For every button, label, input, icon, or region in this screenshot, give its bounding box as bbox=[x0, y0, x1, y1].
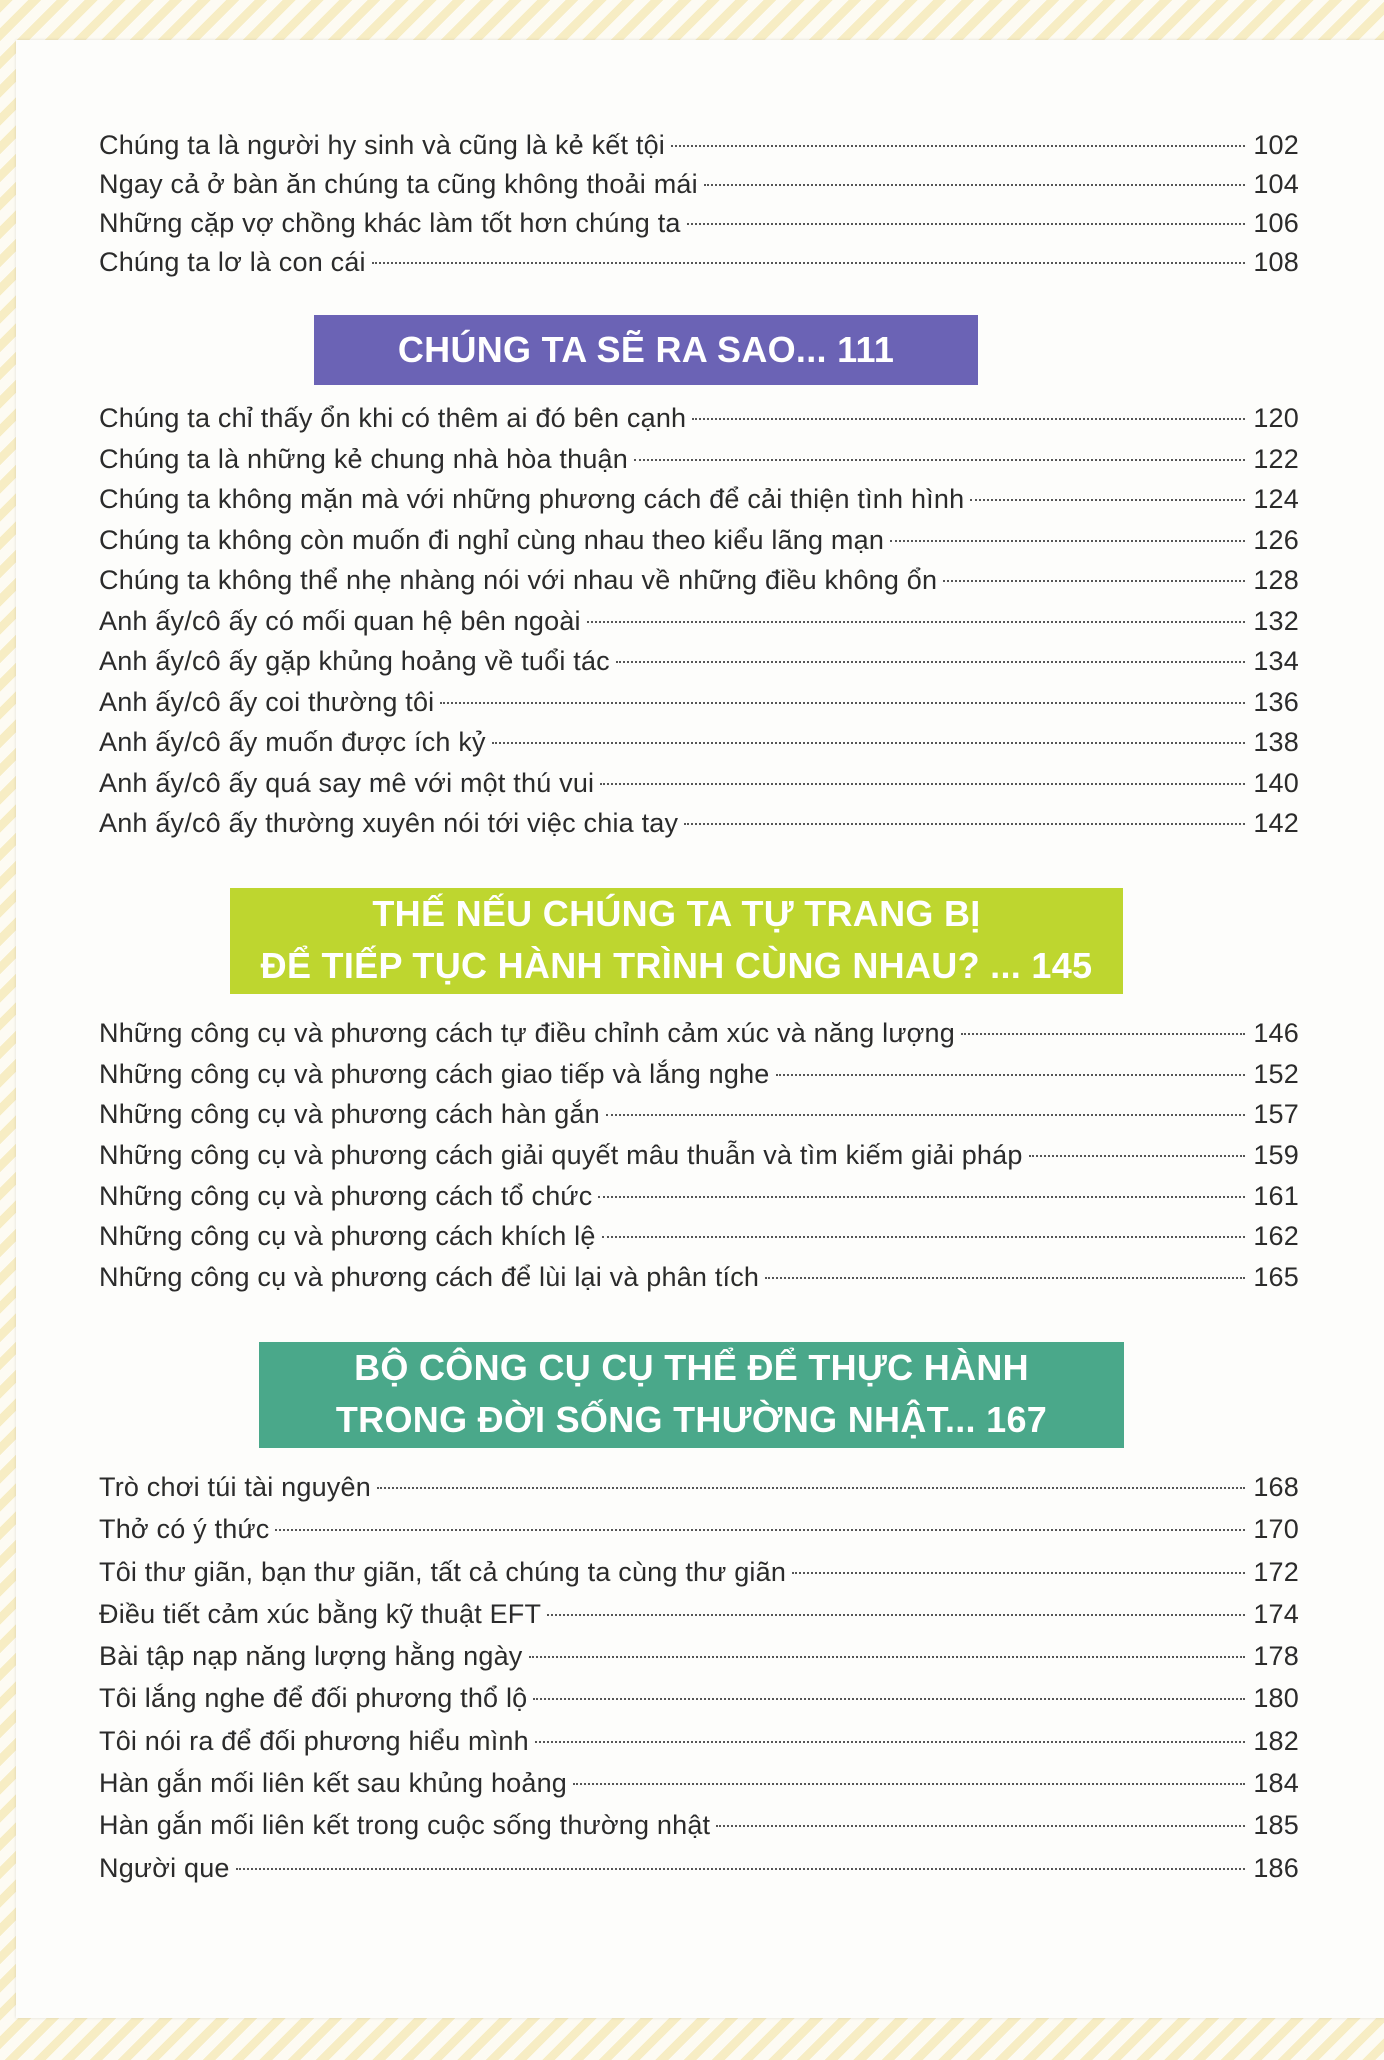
toc-list-1 bbox=[99, 398, 1299, 844]
toc-entry bbox=[99, 1677, 1299, 1719]
toc-entry-title: Điều tiết cảm xúc bằng kỹ thuật EFT bbox=[99, 1598, 542, 1629]
dot-leader bbox=[616, 661, 1245, 663]
toc-entry-title: Chúng ta chỉ thấy ổn khi có thêm ai đó bên cạnh bbox=[99, 403, 687, 433]
toc-entry-title: Bài tập nạp năng lượng hằng ngày bbox=[99, 1641, 523, 1672]
toc-entry-page-number: 108 bbox=[1253, 247, 1299, 277]
section-heading-1 bbox=[314, 315, 978, 385]
toc-entry-title: Chúng ta không mặn mà với những phương cách để cải thiện tình hình bbox=[99, 484, 965, 514]
toc-entry-page-number: 182 bbox=[1253, 1725, 1299, 1756]
toc-entry-title: Chúng ta lơ là con cái bbox=[99, 247, 366, 277]
toc-entry-title: Anh ấy/cô ấy có mối quan hệ bên ngoài bbox=[99, 605, 581, 636]
dot-leader bbox=[687, 223, 1245, 225]
toc-entry-page-number: 162 bbox=[1253, 1221, 1299, 1252]
toc-entry bbox=[99, 763, 1299, 804]
toc-entry bbox=[99, 1013, 1299, 1054]
dot-leader bbox=[598, 1196, 1245, 1198]
toc-entry bbox=[99, 1466, 1299, 1508]
dot-leader bbox=[671, 145, 1245, 147]
toc-entry-page-number: 161 bbox=[1253, 1180, 1299, 1211]
dot-leader bbox=[547, 1614, 1245, 1616]
toc-entry-page-number: 186 bbox=[1253, 1852, 1299, 1883]
toc-entry-page-number: 136 bbox=[1253, 686, 1299, 717]
toc-entry-title: Những công cụ và phương cách giải quyết mâu thuẫn và tìm kiếm giải pháp bbox=[99, 1140, 1023, 1171]
dot-leader bbox=[492, 742, 1245, 744]
toc-entry bbox=[99, 1804, 1299, 1846]
toc-entry bbox=[99, 1176, 1299, 1217]
toc-entry-title: Những công cụ và phương cách tổ chức bbox=[99, 1180, 593, 1211]
section-heading-line: TRONG ĐỜI SỐNG THƯỜNG NHẬT... 167 bbox=[335, 1399, 1048, 1440]
toc-entry-page-number: 126 bbox=[1253, 524, 1299, 555]
toc-entry bbox=[99, 560, 1299, 601]
toc-entry-title: Những công cụ và phương cách giao tiếp và lắng nghe bbox=[99, 1058, 770, 1089]
dot-leader bbox=[600, 783, 1245, 785]
dot-leader bbox=[1029, 1155, 1245, 1157]
toc-entry-title: Những cặp vợ chồng khác làm tốt hơn chúng ta bbox=[99, 208, 681, 238]
toc-entry bbox=[99, 520, 1299, 561]
toc-entry bbox=[99, 1135, 1299, 1176]
toc-entry bbox=[99, 1720, 1299, 1762]
toc-entry-page-number: 180 bbox=[1253, 1683, 1299, 1714]
dot-leader bbox=[684, 823, 1245, 825]
toc-entry bbox=[99, 1216, 1299, 1257]
toc-entry-title: Anh ấy/cô ấy coi thường tôi bbox=[99, 686, 435, 717]
dot-leader bbox=[943, 580, 1245, 582]
toc-entry bbox=[99, 722, 1299, 763]
toc-entry-page-number: 172 bbox=[1253, 1556, 1299, 1587]
toc-list-3 bbox=[99, 1466, 1299, 1889]
toc-entry bbox=[99, 682, 1299, 723]
section-heading-line: CHÚNG TA SẼ RA SAO... 111 bbox=[397, 329, 895, 370]
toc-entry-page-number: 134 bbox=[1253, 646, 1299, 676]
toc-entry-title: Chúng ta là người hy sinh và cũng là kẻ kết tội bbox=[99, 130, 665, 160]
toc-entry-title: Ngay cả ở bàn ăn chúng ta cũng không thoải mái bbox=[99, 169, 698, 199]
toc-entry-title: Anh ấy/cô ấy quá say mê với một thú vui bbox=[99, 767, 595, 798]
dot-leader bbox=[765, 1277, 1245, 1279]
toc-entry bbox=[99, 243, 1299, 282]
toc-entry-page-number: 124 bbox=[1253, 484, 1299, 514]
toc-entry-title: Trò chơi túi tài nguyên bbox=[99, 1472, 371, 1502]
dot-leader bbox=[573, 1783, 1245, 1785]
toc-entry-page-number: 132 bbox=[1253, 605, 1299, 636]
toc-entry-page-number: 106 bbox=[1253, 208, 1299, 238]
toc-entry bbox=[99, 641, 1299, 682]
dot-leader bbox=[704, 184, 1245, 186]
toc-entry bbox=[99, 1847, 1299, 1889]
toc-entry bbox=[99, 1257, 1299, 1298]
dot-leader bbox=[377, 1487, 1245, 1489]
dot-leader bbox=[606, 1114, 1245, 1116]
dot-leader bbox=[602, 1236, 1245, 1238]
dot-leader bbox=[587, 621, 1245, 623]
toc-entry-page-number: 170 bbox=[1253, 1514, 1299, 1545]
toc-entry bbox=[99, 1762, 1299, 1804]
dot-leader bbox=[236, 1868, 1245, 1870]
toc-entry-title: Tôi thư giãn, bạn thư giãn, tất cả chúng ta cùng thư giãn bbox=[99, 1556, 787, 1587]
dot-leader bbox=[440, 702, 1245, 704]
toc-entry-page-number: 138 bbox=[1253, 727, 1299, 757]
toc-entry bbox=[99, 126, 1299, 165]
toc-entry-page-number: 140 bbox=[1253, 767, 1299, 798]
toc-entry bbox=[99, 803, 1299, 844]
toc-entry-title: Những công cụ và phương cách hàn gắn bbox=[99, 1099, 600, 1130]
dot-leader bbox=[776, 1074, 1245, 1076]
toc-entry-page-number: 168 bbox=[1253, 1472, 1299, 1502]
dot-leader bbox=[634, 459, 1245, 461]
toc-entry-page-number: 157 bbox=[1253, 1099, 1299, 1130]
toc-entry-title: Những công cụ và phương cách tự điều chỉnh cảm xúc và năng lượng bbox=[99, 1018, 955, 1048]
toc-entry-page-number: 102 bbox=[1253, 130, 1299, 160]
dot-leader bbox=[533, 1698, 1245, 1700]
section-heading-3 bbox=[259, 1342, 1124, 1448]
toc-entry bbox=[99, 398, 1299, 439]
dot-leader bbox=[716, 1825, 1245, 1827]
toc-entry bbox=[99, 439, 1299, 480]
toc-entry-page-number: 122 bbox=[1253, 443, 1299, 474]
toc-entry-title: Tôi lắng nghe để đối phương thổ lộ bbox=[99, 1683, 528, 1714]
section-heading-line: ĐỂ TIẾP TỤC HÀNH TRÌNH CÙNG NHAU? ... 145 bbox=[260, 945, 1093, 986]
toc-entry-title: Tôi nói ra để đối phương hiểu mình bbox=[99, 1725, 529, 1756]
toc-entry-title: Những công cụ và phương cách khích lệ bbox=[99, 1221, 596, 1252]
section-heading-line: BỘ CÔNG CỤ CỤ THỂ ĐỂ THỰC HÀNH bbox=[354, 1347, 1029, 1388]
toc-entry bbox=[99, 1054, 1299, 1095]
dot-leader bbox=[890, 540, 1245, 542]
toc-entry bbox=[99, 204, 1299, 243]
dot-leader bbox=[692, 418, 1245, 420]
section-heading-line: THẾ NẾU CHÚNG TA TỰ TRANG BỊ bbox=[372, 893, 981, 934]
toc-entry bbox=[99, 165, 1299, 204]
toc-entry bbox=[99, 1593, 1299, 1635]
toc-entry-page-number: 178 bbox=[1253, 1641, 1299, 1672]
dot-leader bbox=[535, 1741, 1245, 1743]
toc-entry-title: Thở có ý thức bbox=[99, 1514, 270, 1545]
toc-entry-title: Những công cụ và phương cách để lùi lại và phân tích bbox=[99, 1262, 760, 1293]
dot-leader bbox=[275, 1529, 1245, 1531]
dot-leader bbox=[961, 1033, 1245, 1035]
dot-leader bbox=[970, 499, 1245, 501]
toc-entry-page-number: 120 bbox=[1253, 403, 1299, 433]
toc-entry-page-number: 128 bbox=[1253, 565, 1299, 595]
toc-entry bbox=[99, 1094, 1299, 1135]
toc-entry-page-number: 185 bbox=[1253, 1810, 1299, 1841]
toc-entry-title: Chúng ta không thể nhẹ nhàng nói với nhau về những điều không ổn bbox=[99, 565, 938, 595]
toc-entry-page-number: 184 bbox=[1253, 1768, 1299, 1799]
toc-entry-title: Hàn gắn mối liên kết sau khủng hoảng bbox=[99, 1768, 568, 1799]
dot-leader bbox=[792, 1572, 1245, 1574]
toc-entry-title: Anh ấy/cô ấy muốn được ích kỷ bbox=[99, 727, 486, 757]
dot-leader bbox=[372, 262, 1245, 264]
toc-list-0 bbox=[99, 126, 1299, 282]
toc-entry bbox=[99, 601, 1299, 642]
dot-leader bbox=[529, 1656, 1245, 1658]
toc-entry-title: Chúng ta không còn muốn đi nghỉ cùng nhau theo kiểu lãng mạn bbox=[99, 524, 885, 555]
toc-entry-page-number: 142 bbox=[1253, 808, 1299, 838]
toc-list-2 bbox=[99, 1013, 1299, 1298]
toc-entry bbox=[99, 1551, 1299, 1593]
toc-entry-page-number: 165 bbox=[1253, 1262, 1299, 1293]
book-page bbox=[16, 40, 1384, 2018]
toc-entry-title: Chúng ta là những kẻ chung nhà hòa thuận bbox=[99, 443, 628, 474]
toc-entry-page-number: 152 bbox=[1253, 1058, 1299, 1089]
toc-entry-page-number: 146 bbox=[1253, 1018, 1299, 1048]
toc-entry-page-number: 174 bbox=[1253, 1598, 1299, 1629]
toc-entry-title: Người que bbox=[99, 1852, 230, 1883]
toc-entry-title: Anh ấy/cô ấy gặp khủng hoảng về tuổi tác bbox=[99, 646, 610, 676]
toc-entry bbox=[99, 479, 1299, 520]
section-heading-2 bbox=[230, 888, 1123, 994]
toc-entry-title: Anh ấy/cô ấy thường xuyên nói tới việc chia tay bbox=[99, 808, 679, 838]
toc-entry bbox=[99, 1508, 1299, 1550]
toc-entry-page-number: 159 bbox=[1253, 1140, 1299, 1171]
toc-entry-page-number: 104 bbox=[1253, 169, 1299, 199]
toc-entry-title: Hàn gắn mối liên kết trong cuộc sống thường nhật bbox=[99, 1810, 711, 1841]
toc-entry bbox=[99, 1635, 1299, 1677]
